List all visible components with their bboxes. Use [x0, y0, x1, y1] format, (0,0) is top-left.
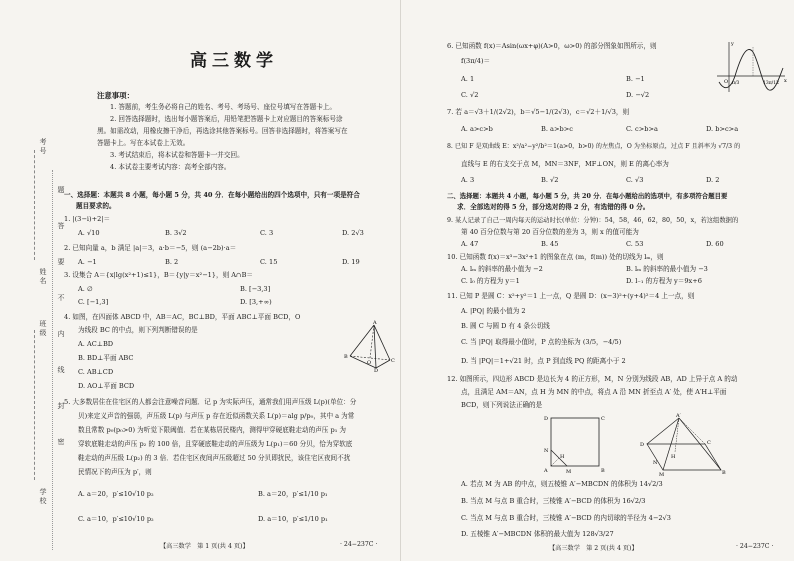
- seal-char: 内: [57, 330, 65, 339]
- question-8: 8. 已知 F 是双曲线 E：x²/a²−y²/b²＝1(a>0，b>0) 的左焦点，O 为坐标原点，过点 F 且斜率为 √7/3 的: [447, 143, 741, 150]
- option-c: C. 当点 M 与点 B 重合时，三棱锥 A′−BCD 的内切球的半径为 4−2√3: [461, 514, 671, 522]
- fig-label: H: [560, 454, 565, 460]
- margin-label-exam-number: 考号: [39, 138, 47, 156]
- notice-title: 注意事项：: [97, 91, 134, 100]
- option-c: C. √2: [461, 91, 479, 99]
- question-6-cont: f(3π/4)＝: [461, 57, 491, 65]
- option-c: C. 53: [626, 240, 644, 248]
- question-10: 10. 已知函数 f(x)＝x³−3x²+1 的图象在点 (m，f(m)) 处的切线为 lₘ，则: [447, 253, 664, 261]
- fig-label: B: [722, 470, 726, 476]
- tick-label: π/3: [732, 81, 740, 86]
- fig-label: A: [544, 468, 548, 474]
- margin-line: [34, 330, 35, 480]
- question-2: 2. 已知向量 a，b 满足 |a|＝3，a·b＝−5，则 (a−2b)·a＝: [64, 244, 237, 252]
- page-code: · 24−237C ·: [340, 541, 378, 548]
- question-11: 11. 已知 P 是圆 C：x²+y²＝1 上一点，Q 是圆 D：(x−3)²+(y+4)²＝4 上一点，则: [447, 292, 695, 300]
- option-c: C. a＝10，p′≤10√10 p₂: [78, 515, 154, 523]
- option-d: D. 五棱锥 A′−MBCDN 体积的最大值为 128√3/27: [461, 530, 614, 538]
- page-footer: 【高三数学 第 1 页(共 4 页)】: [160, 543, 249, 550]
- option-c: C. [−1,3]: [78, 298, 109, 306]
- question-3: 3. 设集合 A＝{x|lg(x²+1)≤1}，B＝{y|y＝x²−1}，则 A∩B＝: [64, 271, 254, 279]
- option-a: A. AC⊥BD: [78, 340, 114, 348]
- page-title: 高三数学: [190, 51, 278, 71]
- question-8-cont: 直线与 E 的右支交于点 M，MN＝3NF，MF⊥ON，则 E 的离心率为: [461, 160, 669, 168]
- option-b: B. 3√2: [165, 229, 187, 237]
- question-5-line: 数且常数 p₀(p₀>0) 为听觉下限阈值．若在某栋居民楼内，测得甲穿硬底鞋走动的声压 p₁ 为: [78, 426, 347, 434]
- margin-line: [34, 150, 35, 260]
- question-4-cont: 为线段 BC 的中点，则下列判断错误的是: [78, 326, 198, 334]
- option-c: C. 15: [260, 258, 278, 266]
- option-a: A. ∅: [78, 285, 93, 293]
- pyramid-figure: [639, 412, 729, 476]
- fig-label: M: [566, 469, 572, 475]
- section-heading-cont: 求．全部选对的得 5 分，部分选对的得 2 分，有选错的得 0 分。: [457, 203, 650, 211]
- option-a: A. |PQ| 的最小值为 2: [461, 307, 526, 315]
- question-12-line: 12. 如图所示，四边形 ABCD 是边长为 4 的正方形，M，N 分别为线段 AB，AD 上异于点 A 的动: [447, 375, 738, 383]
- option-a: A. 47: [461, 240, 479, 248]
- origin-label: O: [724, 79, 729, 85]
- page-footer: 【高三数学 第 2 页(共 4 页)】: [549, 545, 638, 552]
- question-5-line: 鞋走动的声压级 L(p₂) 的 3 倍．若住宅区夜间声压级超过 50 分贝即扰民，该住宅区夜间不扰: [78, 454, 351, 462]
- section-heading: 二、选择题：本题共 4 小题，每小题 5 分，共 20 分．在每小题给出的选项中，有多项符合题目要: [447, 192, 728, 200]
- fig-label: C: [391, 358, 395, 364]
- seal-char: 线: [57, 366, 65, 375]
- seal-char: 题: [57, 186, 65, 195]
- axis-label-y: y: [731, 41, 734, 47]
- margin-label-name: 姓名: [39, 268, 47, 286]
- option-c: C. 3: [260, 229, 274, 237]
- question-9: 9. 某人记录了自己一周内每天的运动时长(单位：分钟)：54，58，46，62，80，50，x，若这组数据的: [447, 217, 739, 224]
- binding-margin: [0, 0, 65, 561]
- option-a: A. √10: [78, 229, 100, 237]
- fig-label: B: [344, 354, 348, 360]
- option-c: C. l₀ 的方程为 y＝1: [461, 277, 520, 285]
- option-b: B. 45: [541, 240, 559, 248]
- notice-line: 1. 答题前，考生务必将自己的姓名、考号、考场号、座位号填写在答题卡上。: [110, 103, 336, 111]
- option-d: D. 19: [342, 258, 360, 266]
- notice-line: 答题卡上。写在本试卷上无效。: [97, 139, 190, 147]
- question-1: 1. |(3−i)+2|＝: [64, 215, 111, 223]
- fig-label: O: [367, 360, 372, 366]
- option-d: D. 2: [706, 176, 720, 184]
- seal-line: [52, 170, 53, 550]
- seal-char: 密: [57, 438, 65, 447]
- option-d: D. [3,+∞): [240, 298, 272, 306]
- option-c: C. AB⊥CD: [78, 368, 114, 376]
- notice-line: 3. 考试结束后，将本试卷和答题卡一并交回。: [110, 151, 244, 159]
- seal-char: 封: [57, 402, 65, 411]
- option-d: D. a＝10，p′≤1/10 p₁: [258, 515, 328, 523]
- option-d: D. 当 |PQ|＝1+√21 时，点 P 到直线 PQ 的距离小于 2: [461, 357, 626, 365]
- sine-graph-figure: [713, 38, 789, 96]
- option-b: B. [−3,3]: [240, 285, 271, 293]
- tetrahedron-figure: [344, 320, 396, 372]
- option-b: B. −1: [626, 75, 645, 83]
- option-c: C. c>b>a: [626, 125, 658, 133]
- question-6: 6. 已知函数 f(x)＝Asin(ωx+φ)(A>0，ω>0) 的部分图象如图所示，则: [447, 42, 657, 50]
- option-d: D. b>c>a: [706, 125, 739, 133]
- fig-label: C: [707, 440, 711, 446]
- option-d: D. AO⊥平面 BCD: [78, 382, 135, 390]
- option-a: A. 3: [461, 176, 475, 184]
- notice-line: 黑。如需改动，用橡皮擦干净后，再选涂其他答案标号。回答非选择题时，将答案写在: [97, 127, 348, 135]
- fig-label: B: [601, 468, 605, 474]
- option-c: C. 当 |PQ| 取得最小值时，P 点的坐标为 (3/5，−4/5): [461, 338, 622, 346]
- exam-page-2: [400, 0, 794, 561]
- fig-label: D: [374, 368, 379, 372]
- section-heading: 一、选择题：本题共 8 小题，每小题 5 分，共 40 分．在每小题给出的四个选项中，只有一项是符合: [64, 191, 360, 199]
- option-d: D. 60: [706, 240, 724, 248]
- option-a: A. a＝20，p′≤10√10 p₂: [78, 490, 154, 498]
- margin-label-class: 班级: [39, 320, 47, 338]
- question-9-cont: 第 40 百分位数与第 20 百分位数的差为 3，则 x 的值可能为: [461, 228, 639, 236]
- seal-char: 不: [57, 294, 65, 303]
- notice-line: 2. 回答选择题时，选出每小题答案后，用铅笔把答题卡上对应题目的答案标号涂: [110, 115, 343, 123]
- square-fold-figure: [541, 412, 611, 476]
- option-b: B. a＝20，p′≤1/10 p₁: [258, 490, 328, 498]
- question-4: 4. 如图，在四面体 ABCD 中，AB＝AC，BC⊥BD，平面 ABC⊥平面 BCD，O: [64, 313, 301, 321]
- question-5-line: 民情况下的声压为 p′，则: [78, 468, 152, 476]
- option-b: B. lₘ 的斜率的最小值为 −3: [626, 265, 708, 273]
- fig-label: H: [671, 454, 676, 460]
- seal-char: 要: [57, 258, 65, 267]
- page-code: · 24−237C ·: [736, 543, 774, 550]
- fig-label: M: [659, 472, 665, 476]
- option-a: A. −1: [78, 258, 97, 266]
- notice-line: 4. 本试卷主要考试内容：高考全部内容。: [110, 163, 231, 171]
- option-b: B. √2: [541, 176, 559, 184]
- question-5-line: 穿软底鞋走动的声压 p₂ 的 100 倍，且穿硬底鞋走动的声压级为 L(p₁)＝60 分贝，恰为穿软底: [78, 440, 353, 448]
- section-heading-cont: 题目要求的。: [76, 202, 116, 210]
- option-b: B. BD⊥平面 ABC: [78, 354, 134, 362]
- fig-label: D: [544, 416, 549, 422]
- option-a: A. 1: [461, 75, 475, 83]
- option-d: D. l₋₁ 的方程为 y＝9x+6: [626, 277, 702, 285]
- fig-label: A: [373, 320, 377, 326]
- margin-label-school: 学校: [39, 488, 47, 506]
- option-d: D. 2√3: [342, 229, 364, 237]
- seal-char: 答: [57, 222, 65, 231]
- tick-label: 13π/12: [763, 81, 779, 86]
- axis-label-x: x: [784, 78, 787, 84]
- question-5-line: 贝)来定义声音的强弱，声压级 L(p) 与声压 p 存在近似函数关系 L(p)＝alg p/p₀，其中 a 为常: [78, 412, 355, 420]
- question-7: 7. 若 a＝√3＋1/(2√2)，b＝√5−1/(2√3)，c＝√2＋1/√3，则: [447, 108, 630, 116]
- fig-label: N: [544, 448, 549, 454]
- option-b: B. a>b>c: [541, 125, 573, 133]
- fig-label: C: [601, 416, 605, 422]
- question-12-line: BCD，则下列说法正确的是: [461, 401, 543, 409]
- option-b: B. 2: [165, 258, 179, 266]
- question-12-line: 点，且满足 AM＝AN，点 H 为 MN 的中点，将点 A 沿 MN 折至点 A′ 处，使 A′H⊥平面: [461, 388, 727, 396]
- option-b: B. 当点 M 与点 B 重合时，三棱锥 A′−BCD 的体积为 16√2/3: [461, 497, 646, 505]
- option-c: C. √3: [626, 176, 644, 184]
- option-b: B. 圆 C 与圆 D 有 4 条公切线: [461, 322, 550, 330]
- option-d: D. −√2: [626, 91, 650, 99]
- fig-label: D: [640, 442, 645, 448]
- question-5-line: 5. 大多数居住在住宅区的人都会注意噪音问题．记 p 为实际声压，通常我们用声压级 L(p)(单位：分: [64, 398, 357, 406]
- option-a: A. 若点 M 为 AB 的中点，则五棱锥 A′−MBCDN 的体积为 14√2/3: [461, 480, 663, 488]
- option-a: A. a>c>b: [461, 125, 493, 133]
- fig-label: N: [653, 460, 658, 466]
- option-a: A. lₘ 的斜率的最小值为 −2: [461, 265, 543, 273]
- fig-label: A′: [676, 413, 681, 419]
